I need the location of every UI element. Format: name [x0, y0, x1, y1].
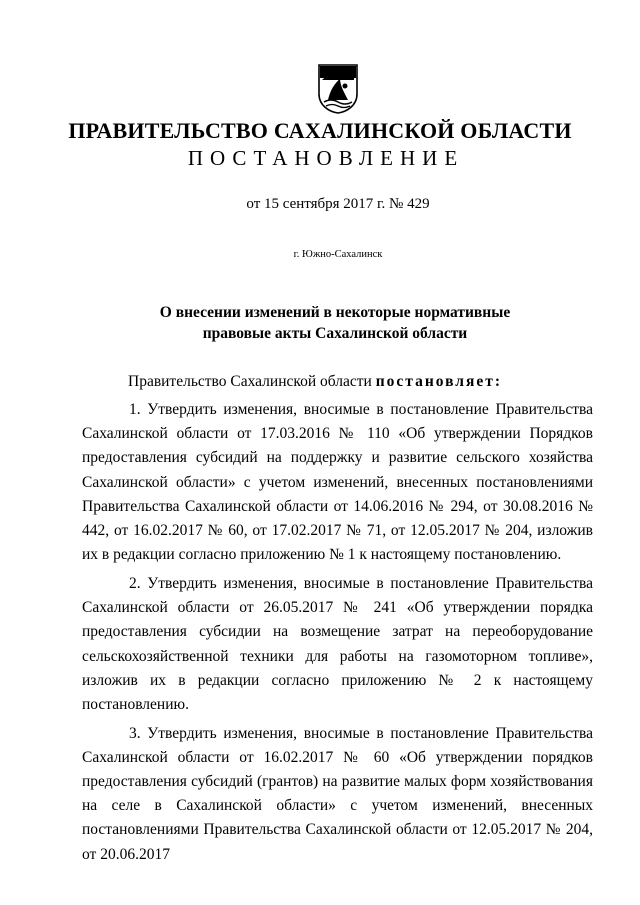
- paragraph-3: 3. Утвердить изменения, вносимые в постановление Правительства Сахалинской области от 16.02.2017 № 60 «Об утверждении порядков предоставления субсидий (грантов) на развитие малых форм хозяйствования на селе в Сахалинской области» с учетом изменений, внесенных постановлениями Правительства Сахалинской области от 12.05.2017 № 204, от 20.06.2017: [82, 724, 593, 863]
- document-body: [82, 398, 593, 871]
- intro-emphasis: постановляет:: [375, 373, 503, 390]
- document-title-line: правовые акты Сахалинской области: [202, 325, 468, 342]
- paragraph-1: 1. Утвердить изменения, вносимые в постановление Правительства Сахалинской области от 17.03.2016 № 110 «Об утверждении Порядков предоставления субсидий на поддержку и развитие сельского хозяйства Сахалинской области» с учетом изменений, внесенных постановлениями Правительства Сахалинской области от 14.06.2016 № 294, от 30.08.2016 № 442, от 16.02.2017 № 60, от 17.02.2017 № 71, от 12.05.2017 № 204, изложив их в редакции согласно приложению № 1 к настоящему постановлению.: [82, 401, 593, 564]
- paragraph-2: 2. Утвердить изменения, вносимые в постановление Правительства Сахалинской области от 26.05.2017 № 241 «Об утверждении порядка предоставления субсидии на возмещение затрат на переоборудование сельскохозяйственной техники для работы на газомоторном топливе», изложив их в редакции согласно приложению № 2 к настоящему постановлению.: [82, 574, 593, 713]
- document-date-number: от 15 сентября 2017 г. № 429: [246, 196, 430, 212]
- organization-name: ПРАВИТЕЛЬСТВО САХАЛИНСКОЙ ОБЛАСТИ: [68, 118, 572, 143]
- document-title-line: О внесении изменений в некоторые нормативные: [159, 304, 511, 321]
- document-title: [0, 302, 640, 344]
- document-city: г. Южно-Сахалинск: [293, 249, 383, 260]
- sakhalin-coat-of-arms-icon: [318, 64, 358, 114]
- intro-text: Правительство Сахалинской области: [128, 373, 376, 390]
- document-type: ПОСТАНОВЛЕНИЕ: [187, 146, 465, 170]
- intro-line: [128, 373, 502, 391]
